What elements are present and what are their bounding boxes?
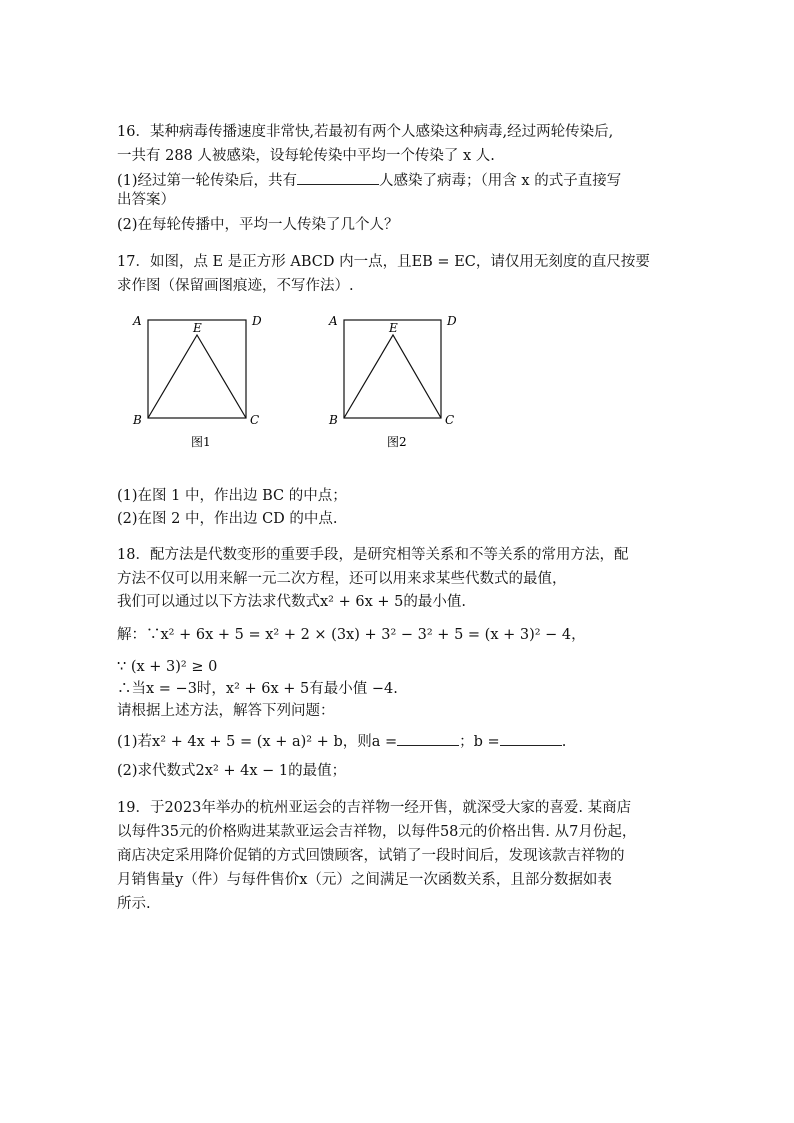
q18-solution-2: ∵ (x + 3)² ≥ 0 <box>117 659 218 675</box>
label-c: C <box>250 413 260 427</box>
q17-line2: 求作图（保留画图痕迹，不写作法）. <box>117 278 354 294</box>
triangle-bec <box>148 335 246 418</box>
q19-line1: 19．于2023年举办的杭州亚运会的吉祥物一经开售，就深受大家的喜爱. 某商店 <box>117 800 632 816</box>
q16-part1-text: (1)经过第一轮传染后，共有 <box>117 173 298 189</box>
q19-line2: 以每件35元的价格购进某款亚运会吉祥物，以每件58元的价格出售. 从7月份起， <box>117 824 637 840</box>
q18-line1: 18．配方法是代数变形的重要手段，是研究相等关系和不等关系的常用方法，配 <box>117 547 629 563</box>
label-c: C <box>445 413 455 427</box>
q18-solution-1: 解：∵x² + 6x + 5 = x² + 2 × (3x) + 3² − 3² + 5 = (x + 3)² − 4， <box>117 627 586 643</box>
q18-line2: 方法不仅可以用来解一元二次方程，还可以用来求某些代数式的最值， <box>117 571 567 587</box>
label-d: D <box>252 314 262 328</box>
q19-line3: 商店决定采用降价促销的方式回馈顾客，试销了一段时间后，发现该款吉祥物的 <box>117 848 625 864</box>
triangle-bec <box>344 335 441 418</box>
label-e: E <box>389 321 398 335</box>
q16-part1-cont: 出答案） <box>117 192 175 208</box>
q18-part2: (2)求代数式2x² + 4x − 1的最值； <box>117 763 347 779</box>
q19-line5: 所示. <box>117 896 151 912</box>
q18-part1-text-3: . <box>561 734 567 750</box>
label-b: B <box>329 413 338 427</box>
q16-part2: (2)在每轮传播中，平均一人传染了几个人？ <box>117 217 399 233</box>
figure-caption: 图2 <box>387 435 407 449</box>
label-a: A <box>329 314 338 328</box>
answer-blank-a <box>397 731 459 746</box>
label-e: E <box>193 321 202 335</box>
figure-2 <box>323 310 473 459</box>
answer-blank <box>297 170 379 185</box>
q16-line2: 一共有 288 人被感染，设每轮传染中平均一个传染了 x 人. <box>117 148 495 164</box>
label-a: A <box>133 314 142 328</box>
q18-part1-text-2: ；b = <box>459 734 500 750</box>
figure-caption: 图1 <box>191 435 211 449</box>
q18-solution-3: ∴当x = −3时，x² + 6x + 5有最小值 −4. <box>117 681 398 697</box>
figure-1 <box>127 310 277 459</box>
q16-line1: 16．某种病毒传播速度非常快,若最初有两个人感染这种病毒,经过两轮传染后, <box>117 124 614 140</box>
q16-part1 <box>117 170 621 191</box>
answer-blank-b <box>500 731 562 746</box>
q18-solution-4: 请根据上述方法，解答下列问题： <box>117 703 335 719</box>
label-b: B <box>133 413 142 427</box>
q18-part1-text: (1)若x² + 4x + 5 = (x + a)² + b，则a = <box>117 734 398 750</box>
q17-part1: (1)在图 1 中，作出边 BC 的中点； <box>117 488 347 504</box>
q18-line3: 我们可以通过以下方法求代数式x² + 6x + 5的最小值. <box>117 594 466 610</box>
label-d: D <box>447 314 457 328</box>
q17-part2: (2)在图 2 中，作出边 CD 的中点. <box>117 511 338 527</box>
q17-line1: 17．如图，点 E 是正方形 ABCD 内一点，且EB = EC，请仅用无刻度的直尺按要 <box>117 254 650 270</box>
q16-part1-text-2: 人感染了病毒；（用含 x 的式子直接写 <box>379 173 622 189</box>
q18-part1 <box>117 731 566 752</box>
q19-line4: 月销售量y（件）与每件售价x（元）之间满足一次函数关系，且部分数据如表 <box>117 872 612 888</box>
